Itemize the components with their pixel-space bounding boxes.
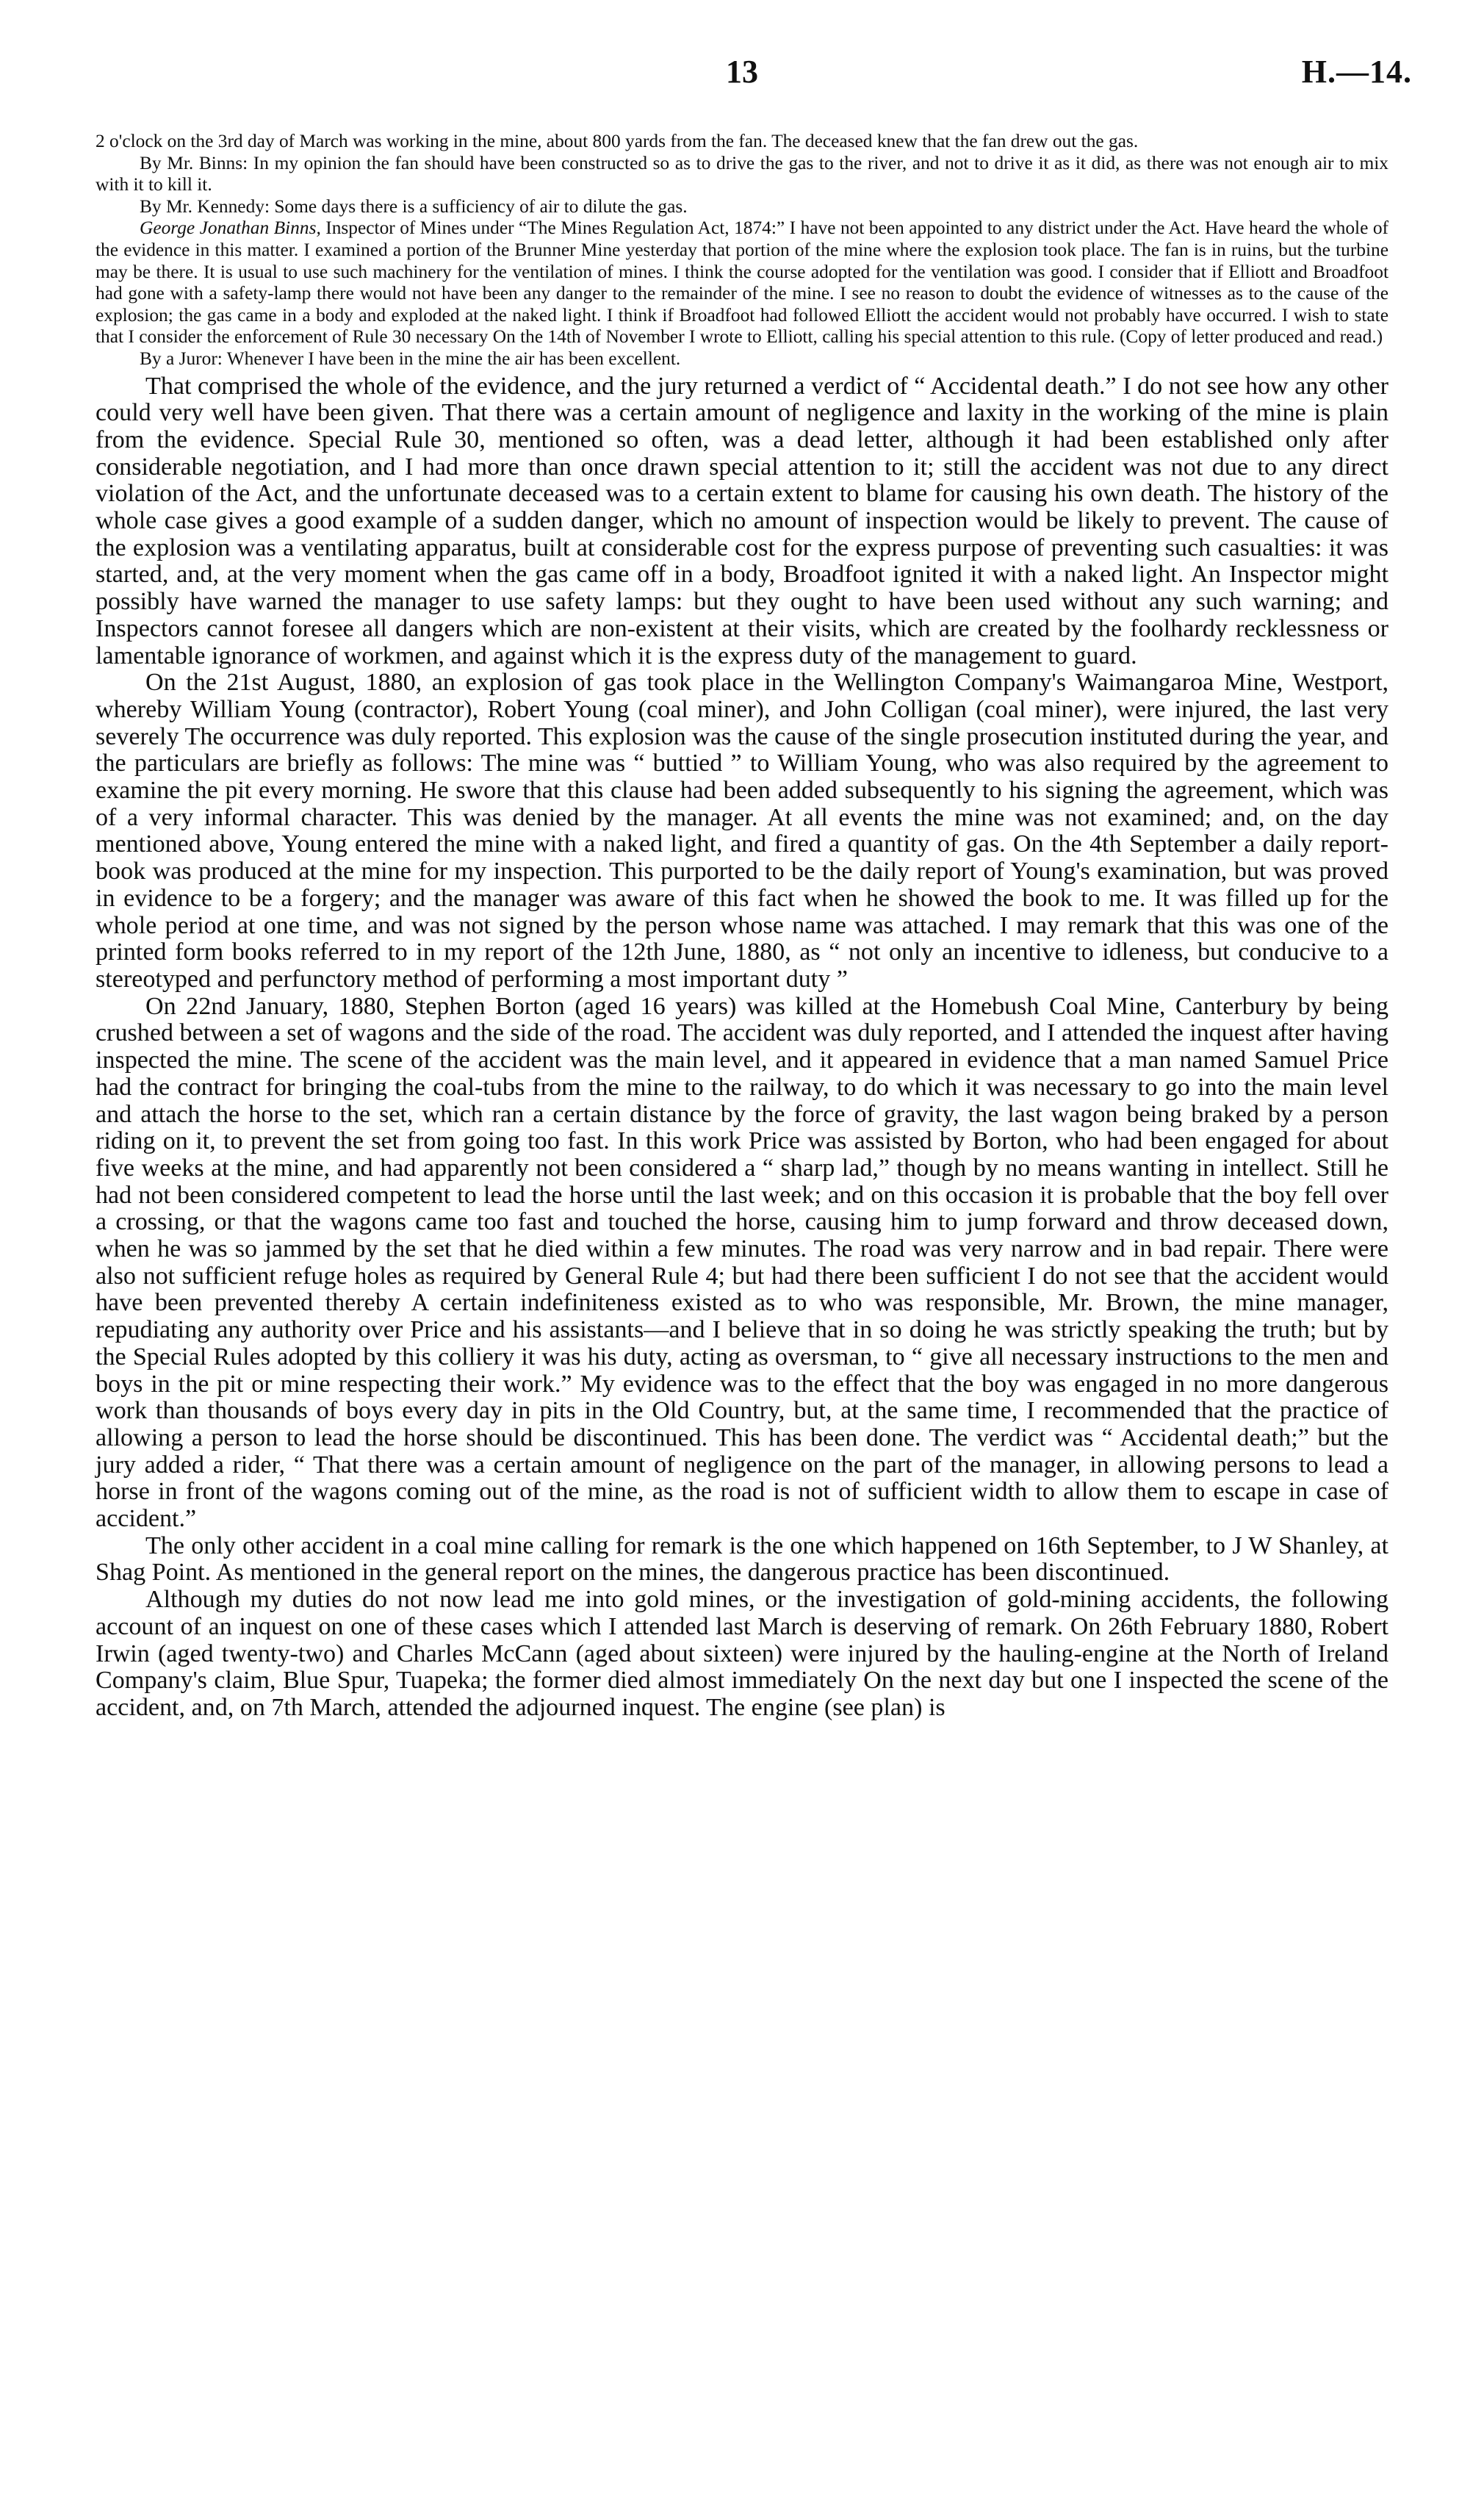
report-paragraph-gold-mines: Although my duties do not now lead me into gold mines, or the investigation of gold-mining accidents, the following account of an inquest on one of these cases which I attended last March is deserving of remark. On 26th February 1880, Robert Irwin (aged twenty-two) and Charles McCann (aged about sixteen) were injured by the hauling-engine at the North of Ireland Company's claim, Blue Spur, Tuapeka; the former died almost immediately On the next day but one I inspected the scene of the accident, and, on 7th March, attended the adjourned inquest. The engine (see plan) is — [96, 1586, 1388, 1721]
evidence-section — [96, 131, 1388, 370]
report-paragraph-shag-point: The only other accident in a coal mine calling for remark is the one which happened on 16th September, to J W Shanley, at Shag Point. As mentioned in the general report on the mines, the dangerous practice has been discontinued. — [96, 1531, 1388, 1587]
report-paragraph-homebush: On 22nd January, 1880, Stephen Borton (aged 16 years) was killed at the Homebush Coal Mine, Canterbury by being crushed between a set of wagons and the side of the road. The accident was duly reported, and I attended the inquest after having inspected the mine. The scene of the accident was the main level, and it appeared in evidence that a man named Samuel Price had the contract for bringing the coal-tubs from the mine to the railway, to do which it was necessary to go into the main level and attach the horse to the set, which ran a certain distance by the force of gravity, the last wagon being braked by a person riding on it, to prevent the set from going too fast. In this work Price was assisted by Borton, who had been engaged for about five weeks at the mine, and had apparently not been considered a “ sharp lad,” though by no means wanting in intellect. Still he had not been considered competent to lead the horse until the last week; and on this occasion it is probable that the boy fell over a crossing, or that the wagons came too fast and touched the horse, causing him to jump forward and throw deceased down, when he was so jammed by the set that he died within a few minutes. The road was very narrow and in bad repair. There were also not sufficient refuge holes as required by General Rule 4; but had there been sufficient I do not see that the accident would have been prevented thereby A certain indefiniteness existed as to who was responsible, Mr. Brown, the mine manager, repudiating any authority over Price and his assistants—and I believe that in so doing he was strictly speaking the truth; but by the Special Rules adopted by this colliery it was his duty, acting as oversman, to “ give all necessary instructions to the men and boys in the pit or mine respecting their work.” My evidence was to the effect that the boy was engaged in no more dangerous work than thousands of boys every day in pits in the Old Country, but, at the same time, I recommended that the practice of allowing a person to lead the horse should be discontinued. This has been done. The verdict was “ Accidental death;” but the jury added a rider, “ That there was a certain amount of negligence on the part of the manager, in allowing persons to lead a horse in front of the wagons coming out of the mine, as the road is not of sufficient width to allow them to escape in case of accident.” — [96, 992, 1388, 1533]
page-number: 13 — [726, 54, 758, 90]
report-section — [96, 373, 1388, 1722]
evidence-paragraph-continued: 2 o'clock on the 3rd day of March was working in the mine, about 800 yards from the fan. The deceased knew that the fan drew out the gas. — [96, 131, 1139, 151]
witness-name: George Jonathan Binns, — [140, 218, 321, 239]
witness-testimony: Inspector of Mines under “The Mines Regulation Act, 1874:” I have not been appointed to any district under the Act. Have heard the whole of the evidence in this matter. I examined a portion of the Brunner Mine yesterday that portion of the mine where the explosion took place. The fan is in ruins, but the turbine may be there. It is usual to use such machinery for the ventilation of mines. I think the course adopted for the ventilation was good. I consider that if Elliott and Broadfoot had gone with a safety-lamp there would not have been any danger to the remainder of the mine. I see no reason to doubt the evidence of witnesses as to the cause of the explosion; the gas came in a body and exploded at the naked light. I think if Broadfoot had followed Elliott the accident would not probably have occurred. I wish to state that I consider the enforcement of Rule 30 necessary On the 14th of November I wrote to Elliott, calling his special attention to this rule. (Copy of letter produced and read.) — [96, 218, 1388, 348]
page-body — [96, 131, 1388, 1722]
document-reference: H.—14. — [1301, 54, 1412, 90]
report-paragraph-waimangaroa: On the 21st August, 1880, an explosion of gas took place in the Wellington Company's Waimangaroa Mine, Westport, whereby William Young (contractor), Robert Young (coal miner), and John Colligan (coal miner), were injured, the last very severely The occurrence was duly reported. This explosion was the cause of the single prosecution instituted during the year, and the particulars are briefly as follows: The mine was “ buttied ” to William Young, who was also required by the agreement to examine the pit every morning. He swore that this clause had been added subsequently to his signing the agreement, which was of a very informal character. This was denied by the manager. At all events the mine was not examined; and, on the day mentioned above, Young entered the mine with a naked light, and fired a quantity of gas. On the 4th September a daily report-book was produced at the mine for my inspection. This purported to be the daily report of Young's examination, but was proved in evidence to be a forgery; and the manager was aware of this fact when he showed the book to me. It was filled up for the whole period at one time, and was not signed by the person whose name was attached. I may remark that this was one of the printed form books referred to in my report of the 12th June, 1880, as “ not only an incentive to idleness, but conducive to a stereotyped and perfunctory method of performing a most important duty ” — [96, 669, 1388, 993]
evidence-paragraph-inspector — [96, 218, 1388, 348]
evidence-paragraph-binns: By Mr. Binns: In my opinion the fan should have been constructed so as to drive the gas to the river, and not to drive it as it did, as there was not enough air to mix with it to kill it. — [96, 152, 1388, 195]
page-header — [0, 53, 1484, 97]
evidence-paragraph-kennedy: By Mr. Kennedy: Some days there is a sufficiency of air to dilute the gas. — [140, 195, 688, 217]
report-paragraph-verdict: That comprised the whole of the evidence, and the jury returned a verdict of “ Accidental death.” I do not see how any other could very well have been given. That there was a certain amount of negligence and laxity in the working of the mine is plain from the evidence. Special Rule 30, mentioned so often, was a dead letter, although it had been established only after considerable negotiation, and I had more than once drawn special attention to it; still the accident was not due to any direct violation of the Act, and the unfortunate deceased was to a certain extent to blame for causing his own death. The history of the whole case gives a good example of a sudden danger, which no amount of inspection would be likely to prevent. The cause of the explosion was a ventilating apparatus, built at considerable cost for the express purpose of preventing such casualties: it was started, and, at the very moment when the gas came off in a body, Broadfoot ignited it with a naked light. An Inspector might possibly have warned the manager to use safety lamps: but they ought to have been used without any such warning; and Inspectors cannot foresee all dangers which are non-existent at their visits, which are created by the foolhardy recklessness or lamentable ignorance of workmen, and against which it is the express duty of the management to guard. — [96, 372, 1388, 669]
evidence-paragraph-juror: By a Juror: Whenever I have been in the mine the air has been excellent. — [140, 348, 681, 369]
